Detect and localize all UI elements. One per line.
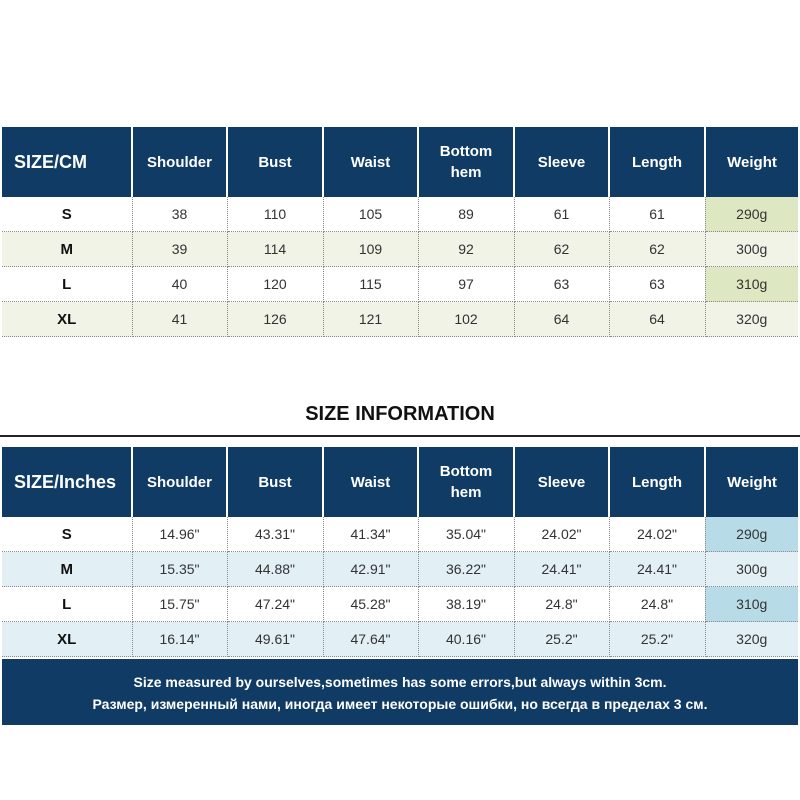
cell-bust: 47.24" — [227, 587, 323, 622]
cell-bust: 43.31" — [227, 517, 323, 552]
cell-bust: 126 — [227, 302, 323, 337]
cell-length: 25.2" — [609, 622, 705, 657]
cell-sleeve: 24.8" — [514, 587, 609, 622]
cell-shoulder: 16.14" — [132, 622, 227, 657]
header-weight: Weight — [705, 127, 798, 197]
cell-shoulder: 39 — [132, 232, 227, 267]
size-label: M — [2, 232, 132, 267]
cell-shoulder: 40 — [132, 267, 227, 302]
table-row — [2, 232, 798, 267]
table-row — [2, 552, 798, 587]
size-label: L — [2, 267, 132, 302]
table-row — [2, 197, 798, 232]
cell-bottom-hem: 92 — [418, 232, 514, 267]
header-sleeve: Sleeve — [514, 447, 609, 517]
cell-waist: 47.64" — [323, 622, 418, 657]
cell-bust: 49.61" — [227, 622, 323, 657]
cell-weight: 310g — [705, 587, 798, 622]
size-label: S — [2, 197, 132, 232]
cell-bust: 114 — [227, 232, 323, 267]
note-russian: Размер, измеренный нами, иногда имеет некоторые ошибки, но всегда в пределах 3 см. — [92, 696, 708, 712]
corner-label: SIZE/Inches — [2, 447, 132, 517]
cell-weight: 300g — [705, 552, 798, 587]
size-label: M — [2, 552, 132, 587]
note-english: Size measured by ourselves,sometimes has some errors,but always within 3cm. — [133, 674, 667, 690]
cell-bust: 44.88" — [227, 552, 323, 587]
cell-shoulder: 15.35" — [132, 552, 227, 587]
header-bottom-hem: Bottom hem — [418, 127, 514, 197]
header-weight: Weight — [705, 447, 798, 517]
cell-weight: 290g — [705, 197, 798, 232]
table-row — [2, 267, 798, 302]
table-row — [2, 302, 798, 337]
cell-weight: 320g — [705, 302, 798, 337]
cell-shoulder: 15.75" — [132, 587, 227, 622]
cell-bottom-hem: 36.22" — [418, 552, 514, 587]
cell-length: 62 — [609, 232, 705, 267]
cell-length: 61 — [609, 197, 705, 232]
cell-length: 63 — [609, 267, 705, 302]
cell-length: 24.8" — [609, 587, 705, 622]
header-bust: Bust — [227, 447, 323, 517]
cell-length: 24.41" — [609, 552, 705, 587]
header-shoulder: Shoulder — [132, 127, 227, 197]
cell-waist: 115 — [323, 267, 418, 302]
header-bust: Bust — [227, 127, 323, 197]
cell-shoulder: 41 — [132, 302, 227, 337]
measurement-note — [2, 659, 798, 725]
cell-weight: 300g — [705, 232, 798, 267]
cell-weight: 310g — [705, 267, 798, 302]
cell-waist: 42.91" — [323, 552, 418, 587]
cell-sleeve: 62 — [514, 232, 609, 267]
cell-weight: 290g — [705, 517, 798, 552]
cell-waist: 41.34" — [323, 517, 418, 552]
cell-sleeve: 63 — [514, 267, 609, 302]
header-bottom-hem: Bottom hem — [418, 447, 514, 517]
size-label: XL — [2, 622, 132, 657]
cell-bottom-hem: 40.16" — [418, 622, 514, 657]
cell-waist: 121 — [323, 302, 418, 337]
size-label: L — [2, 587, 132, 622]
divider-line — [0, 435, 800, 437]
cell-bust: 110 — [227, 197, 323, 232]
header-waist: Waist — [323, 127, 418, 197]
size-label: XL — [2, 302, 132, 337]
cell-sleeve: 25.2" — [514, 622, 609, 657]
header-sleeve: Sleeve — [514, 127, 609, 197]
cell-waist: 45.28" — [323, 587, 418, 622]
cell-shoulder: 38 — [132, 197, 227, 232]
header-row — [2, 447, 798, 517]
cell-bottom-hem: 89 — [418, 197, 514, 232]
cell-shoulder: 14.96" — [132, 517, 227, 552]
corner-label: SIZE/CM — [2, 127, 132, 197]
cell-sleeve: 24.02" — [514, 517, 609, 552]
header-shoulder: Shoulder — [132, 447, 227, 517]
size-label: S — [2, 517, 132, 552]
size-table-inches — [2, 447, 798, 657]
table-row — [2, 622, 798, 657]
cell-length: 64 — [609, 302, 705, 337]
cell-sleeve: 61 — [514, 197, 609, 232]
header-length: Length — [609, 127, 705, 197]
cell-length: 24.02" — [609, 517, 705, 552]
cell-sleeve: 24.41" — [514, 552, 609, 587]
cell-bottom-hem: 38.19" — [418, 587, 514, 622]
header-waist: Waist — [323, 447, 418, 517]
cell-bottom-hem: 97 — [418, 267, 514, 302]
cell-sleeve: 64 — [514, 302, 609, 337]
table-row — [2, 517, 798, 552]
header-row — [2, 127, 798, 197]
header-length: Length — [609, 447, 705, 517]
section-heading: SIZE INFORMATION — [305, 403, 495, 425]
cell-bottom-hem: 35.04" — [418, 517, 514, 552]
table-row — [2, 587, 798, 622]
cell-waist: 109 — [323, 232, 418, 267]
cell-weight: 320g — [705, 622, 798, 657]
cell-bust: 120 — [227, 267, 323, 302]
cell-waist: 105 — [323, 197, 418, 232]
size-table-cm — [2, 127, 798, 337]
cell-bottom-hem: 102 — [418, 302, 514, 337]
